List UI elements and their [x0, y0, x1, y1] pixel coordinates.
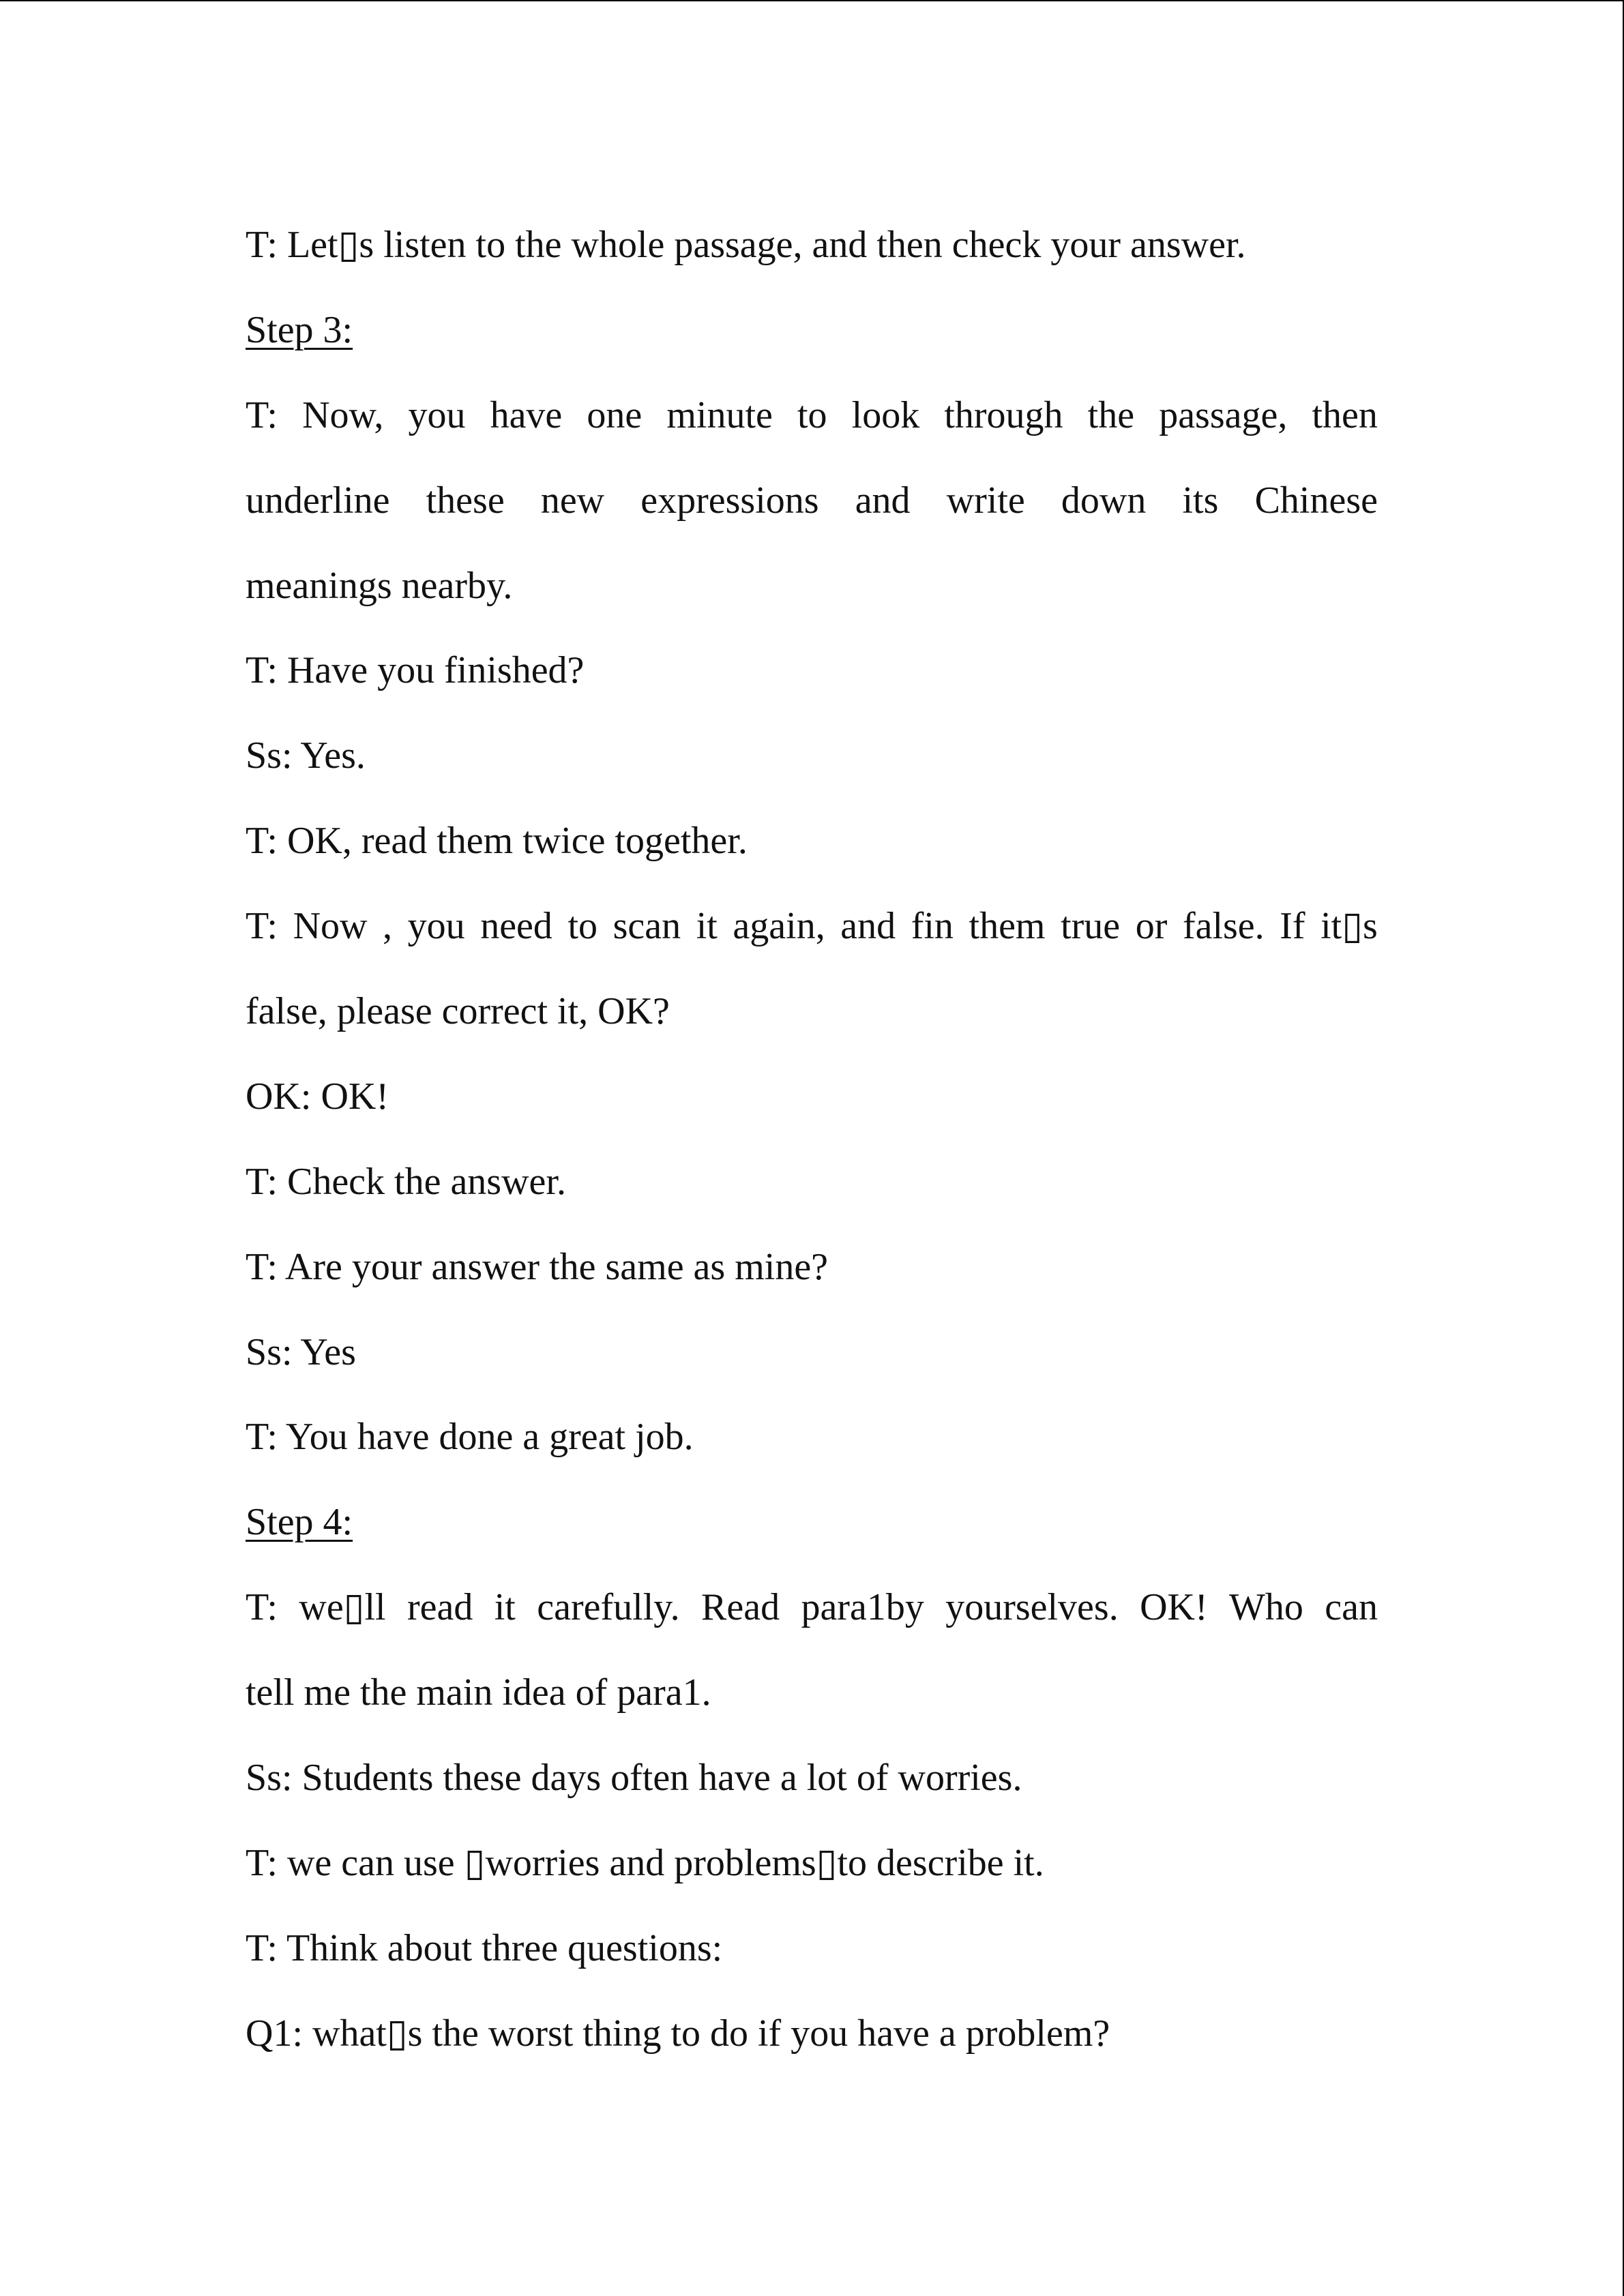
- word: minute: [666, 393, 773, 436]
- word: have: [490, 393, 563, 436]
- word: need: [480, 905, 552, 948]
- text-line-justified: [246, 373, 1378, 458]
- word: If: [1280, 905, 1305, 948]
- text-line: false, please correct it, OK?: [246, 990, 670, 1033]
- document-body: [246, 203, 1378, 2076]
- text-line: Ss: Students these days often have a lot of worries.: [246, 1757, 1022, 1800]
- word: true: [1061, 905, 1121, 948]
- step-3-heading: Step 3:: [246, 308, 353, 351]
- word: and: [855, 479, 911, 522]
- word: para1by: [801, 1586, 924, 1629]
- word: scan: [612, 905, 681, 948]
- word: carefully.: [537, 1586, 680, 1629]
- word: them: [969, 905, 1046, 948]
- word: to: [797, 393, 827, 436]
- step-heading: [246, 288, 1378, 373]
- word: then: [1312, 393, 1378, 436]
- text-line: Q1: what▯s the worst thing to do if you have a problem?: [246, 2012, 1110, 2055]
- text-line: T: Let▯s listen to the whole passage, and then check your answer.: [246, 224, 1246, 266]
- word: fin: [911, 905, 954, 948]
- word: its: [1182, 479, 1219, 522]
- text-line: Ss: Yes.: [246, 734, 366, 777]
- word: to: [567, 905, 598, 948]
- word: false.: [1182, 905, 1265, 948]
- text-line: T: Are your answer the same as mine?: [246, 1245, 829, 1288]
- text-line-justified: [246, 1565, 1378, 1650]
- word: it: [494, 1586, 516, 1629]
- word: Read: [701, 1586, 780, 1629]
- word: down: [1061, 479, 1147, 522]
- word: can: [1325, 1586, 1378, 1629]
- word: T:: [246, 1586, 278, 1629]
- text-line-justified: [246, 458, 1378, 543]
- word: you: [407, 905, 465, 948]
- word: Now: [293, 905, 368, 948]
- step-4-heading: Step 4:: [246, 1501, 353, 1544]
- word: OK!: [1140, 1586, 1208, 1629]
- word: Now,: [302, 393, 384, 436]
- word: through: [944, 393, 1063, 436]
- word: write: [946, 479, 1025, 522]
- word: read: [407, 1586, 473, 1629]
- text-line: T: Have you finished?: [246, 649, 585, 692]
- text-line: T: OK, read them twice together.: [246, 820, 748, 863]
- text-line: T: You have done a great job.: [246, 1416, 694, 1459]
- word: it▯s: [1320, 905, 1378, 948]
- word: T:: [246, 393, 278, 436]
- text-line: meanings nearby.: [246, 564, 513, 607]
- word: the: [1087, 393, 1135, 436]
- word: underline: [246, 479, 390, 522]
- word: passage,: [1159, 393, 1288, 436]
- word: yourselves.: [945, 1586, 1119, 1629]
- word: we▯ll: [299, 1586, 386, 1629]
- word: one: [587, 393, 643, 436]
- word: you: [408, 393, 466, 436]
- word: look: [851, 393, 920, 436]
- text-line: T: we can use ▯worries and problems▯to describe it.: [246, 1841, 1044, 1884]
- word: it: [696, 905, 718, 948]
- word: Chinese: [1254, 479, 1378, 522]
- word: again,: [733, 905, 825, 948]
- word: or: [1135, 905, 1168, 948]
- word: new: [540, 479, 605, 522]
- text-line: T: Check the answer.: [246, 1160, 566, 1203]
- word: T:: [246, 905, 278, 948]
- text-line: Ss: Yes: [246, 1330, 356, 1373]
- word: ,: [383, 905, 393, 948]
- word: Who: [1229, 1586, 1303, 1629]
- word: these: [426, 479, 505, 522]
- text-line: OK: OK!: [246, 1075, 389, 1118]
- text-line: tell me the main idea of para1.: [246, 1671, 711, 1714]
- word: and: [840, 905, 896, 948]
- word: expressions: [640, 479, 819, 522]
- step-heading: [246, 1480, 1378, 1565]
- text-line: T: Think about three questions:: [246, 1926, 723, 1969]
- text-line-justified: [246, 884, 1378, 969]
